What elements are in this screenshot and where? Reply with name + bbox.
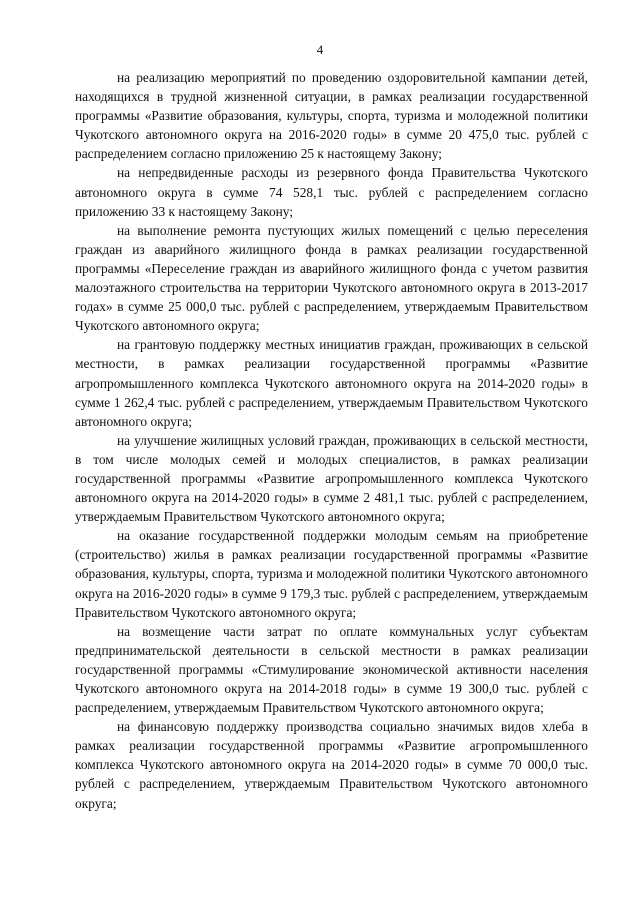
paragraph-bread-support: на финансовую поддержку производства социально значимых видов хлеба в рамках реализации государственной программы «Развитие агропромышленного комплекса Чукотского автономного округа на 2014-2020 годы» в сумме 70 000,0 тыс. рублей с распределением, утверждаемым Правительством Чукотского автономного округа;: [75, 719, 588, 811]
paragraph-reserve-fund: на непредвиденные расходы из резервного фонда Правительства Чукотского автономного округа в сумме 74 528,1 тыс. рублей с распределением согласно приложению 33 к настоящему Закону;: [75, 165, 588, 219]
paragraph-young-families: на оказание государственной поддержки молодым семьям на приобретение (строительство) жилья в рамках реализации государственной программы «Развитие образования, культуры, спорта, туризма и молодежной политики Чукотского автономного округа на 2016-2020 годы» в сумме 9 179,3 тыс. рублей с распределением, утверждаемым Правительством Чукотского автономного округа;: [75, 528, 588, 620]
paragraph-housing-repair: на выполнение ремонта пустующих жилых помещений с целью переселения граждан из аварийного жилищного фонда в рамках реализации государственной программы «Переселение граждан из аварийного жилищного фонда с учетом развития малоэтажного строительства на территории Чукотского автономного округа в 2013-2017 годах» в сумме 25 000,0 тыс. рублей с распределением, утверждаемым Правительством Чукотского автономного округа;: [75, 222, 588, 334]
paragraph-utility-compensation: на возмещение части затрат по оплате коммунальных услуг субъектам предпринимательской деятельности в сельской местности в рамках реализации государственной программы «Стимулирование экономической активности населения Чукотского автономного округа на 2014-2018 годы» в сумме 19 300,0 тыс. рублей с распределением, утверждаемым Правительством Чукотского автономного округа;: [75, 623, 588, 716]
document-body: [75, 68, 588, 813]
page-number: 4: [316, 42, 324, 57]
paragraph-local-initiatives-grant: на грантовую поддержку местных инициатив граждан, проживающих в сельской местности, в рамках реализации государственной программы «Развитие агропромышленного комплекса Чукотского автономного округа на 2014-2020 годы» в сумме 1 262,4 тыс. рублей с распределением, утверждаемым Правительством Чукотского автономного округа;: [75, 337, 588, 429]
paragraph-health-campaign: на реализацию мероприятий по проведению оздоровительной кампании детей, находящихся в трудной жизненной ситуации, в рамках реализации государственной программы «Развитие образования, культуры, спорта, туризма и молодежной политики Чукотского автономного округа на 2016-2020 годы» в сумме 20 475,0 тыс. рублей с распределением согласно приложению 25 к настоящему Закону;: [75, 70, 588, 162]
paragraph-rural-housing: на улучшение жилищных условий граждан, проживающих в сельской местности, в том числе молодых семей и молодых специалистов, в рамках реализации государственной программы «Развитие агропромышленного комплекса Чукотского автономного округа на 2014-2020 годы» в сумме 2 481,1 тыс. рублей с распределением, утверждаемым Правительством Чукотского автономного округа;: [75, 432, 588, 525]
